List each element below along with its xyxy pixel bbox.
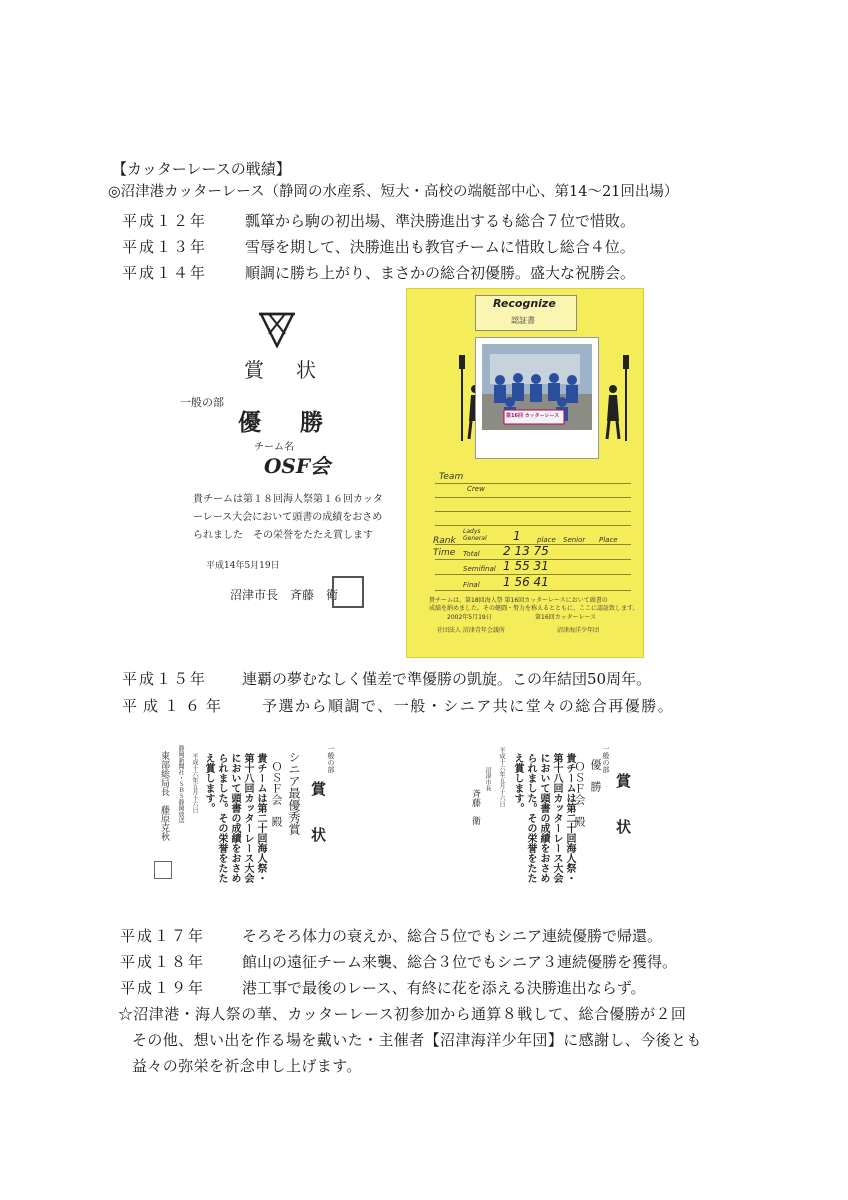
record-h16: 予選から順調で、一般・シニア共に堂々の総合再優勝。 — [262, 697, 675, 715]
card-footer-line: 成績を納めました。その健闘・努力を称えるとともに、ここに認証致します。 — [429, 605, 639, 612]
certificate-org: 静岡新聞社・ＳＢＳ静岡放送 — [177, 745, 184, 823]
year-h19: 平成１９年 — [120, 979, 206, 997]
row-semifinal-label: Semifinal — [463, 565, 496, 573]
closing-line: その他、想い出を作る場を戴いた・主催者【沼津海洋少年団】に感謝し、今後とも — [132, 1031, 702, 1049]
certificate-signer: 沼津市長 斉藤 衛 — [230, 588, 339, 602]
certificate-general — [470, 745, 645, 895]
certificate-team-label: チーム名 — [254, 442, 294, 453]
col-senior: Senior — [563, 536, 586, 544]
card-subtitle: 認証書 — [511, 316, 535, 325]
year-h15: 平成１５年 — [122, 670, 208, 688]
certificate-signer: 斉藤 衛 — [470, 789, 480, 825]
certificate-date: 平成十六年五月十六日 — [498, 747, 505, 807]
certificate-body-line: られました その栄誉をたたえ賞します — [193, 530, 373, 541]
year-h16: 平成１６年 — [122, 697, 228, 715]
certificate-award: 優 勝 — [238, 409, 331, 436]
card-footer-org: 社団法人 沼津青年会議所 — [437, 627, 505, 634]
rank-value: 1 — [513, 529, 521, 543]
crew-line — [435, 511, 631, 512]
record-h18: 館山の遠征チーム来襲、総合３位でもシニア３連続優勝を獲得。 — [242, 953, 678, 971]
year-h13: 平成１３年 — [122, 238, 208, 256]
certificate-team: ＯＳＦ会 殿 — [573, 761, 586, 827]
card-footer-date: 2002年5月19日 — [447, 614, 492, 621]
record-h13: 雪辱を期して、決勝進出も教官チームに惜敗し総合４位。 — [245, 238, 635, 256]
year-h17: 平成１７年 — [120, 927, 206, 945]
certificate-team: ＯＳＦ会 殿 — [270, 761, 283, 827]
rower-right-icon — [603, 355, 633, 441]
recognize-card — [406, 288, 644, 658]
year-h14: 平成１４年 — [122, 264, 208, 282]
emblem-icon — [257, 312, 297, 348]
semifinal-value: 1 55 31 — [503, 559, 549, 573]
row-final-label: Final — [463, 581, 480, 589]
card-title: Recognize — [493, 297, 556, 310]
final-line — [435, 590, 631, 591]
col-ladys-general: Ladys General — [463, 528, 487, 542]
time-label: Time — [433, 548, 456, 558]
card-footer-line: 貴チームは、第18回海人祭 第16回カッターレースにおいて頭書の — [429, 597, 608, 604]
year-h12: 平成１２年 — [122, 212, 208, 230]
crew-line — [435, 525, 631, 526]
row-total-label: Total — [463, 550, 480, 558]
certificate-body-line: 貴チームは第１８回海人祭第１６回カッタ — [193, 494, 383, 505]
certificate-signer-title: 沼津市長 — [484, 767, 491, 791]
certificate-date: 平成十六年五月十六日 — [191, 753, 198, 813]
certificate-division: 一般の部 — [602, 745, 610, 773]
closing-line: 益々の弥栄を祈念申し上げます。 — [132, 1057, 362, 1075]
record-h15: 連覇の夢むなしく僅差で準優勝の凱旋。この年結団50周年。 — [242, 670, 652, 688]
certificate-team: OSF会 — [264, 454, 331, 478]
team-line — [435, 483, 631, 484]
certificate-signer: 東部総局長 藤原克秋 — [159, 751, 169, 841]
record-h19: 港工事で最後のレース、有終に花を添える決勝進出ならず。 — [242, 979, 646, 997]
certificate-division: 一般の部 — [180, 396, 224, 409]
col-place: place — [537, 536, 556, 544]
card-footer-event: 第16回カッターレース — [535, 614, 597, 621]
record-h12: 瓢箪から駒の初出場、準決勝進出するも総合７位で惜敗。 — [245, 212, 636, 230]
certificate-title: 賞 状 — [614, 773, 632, 842]
certificate-award: シニア最優秀賞 — [287, 751, 301, 835]
closing-line: ☆沼津港・海人祭の華、カッターレース初参加から通算８戦して、総合優勝が２回 — [118, 1005, 687, 1023]
record-h14: 順調に勝ち上がり、まさかの総合初優勝。盛大な祝勝会。 — [245, 264, 636, 282]
official-seal — [154, 861, 172, 879]
certificate-body: 貴チームは第二十回海人祭・第十八回カッターレース大会において頭書の成績をおさめられました。その栄誉をたたえ賞します。 — [203, 753, 266, 883]
team-label: Team — [439, 472, 464, 482]
certificate-body: 貴チームは第二十回海人祭・第十八回カッターレース大会において頭書の成績をおさめられました。その栄誉をたたえ賞します。 — [512, 753, 575, 883]
certificate-senior — [150, 745, 390, 895]
certificate-title: 賞 状 — [309, 781, 327, 850]
crew-line — [435, 497, 631, 498]
official-seal — [332, 576, 364, 608]
team-photo — [475, 337, 599, 459]
event-line: ◎沼津港カッターレース（静岡の水産系、短大・高校の端艇部中心、第14〜21回出場） — [108, 184, 679, 200]
crew-label: Crew — [467, 485, 485, 493]
col-place2: Place — [599, 536, 618, 544]
total-value: 2 13 75 — [503, 544, 549, 558]
year-h18: 平成１８年 — [120, 953, 206, 971]
photo-banner: 第16回 カッターレース — [506, 413, 560, 419]
certificate-title: 賞 状 — [244, 358, 322, 382]
section-title: 【カッターレースの戦績】 — [112, 160, 291, 178]
certificate-division: 一般の部 — [327, 745, 335, 773]
certificate-date: 平成14年5月19日 — [206, 561, 280, 571]
certificate-award: 優 勝 — [589, 759, 602, 792]
rank-label: Rank — [433, 536, 456, 546]
certificate-body-line: ーレース大会において頭書の成績をおさめ — [193, 512, 383, 523]
record-h17: そろそろ体力の衰えか、総合５位でもシニア連続優勝で帰還。 — [242, 927, 663, 945]
card-footer-org: 沼津海洋少年団 — [557, 627, 600, 634]
final-value: 1 56 41 — [503, 575, 549, 589]
